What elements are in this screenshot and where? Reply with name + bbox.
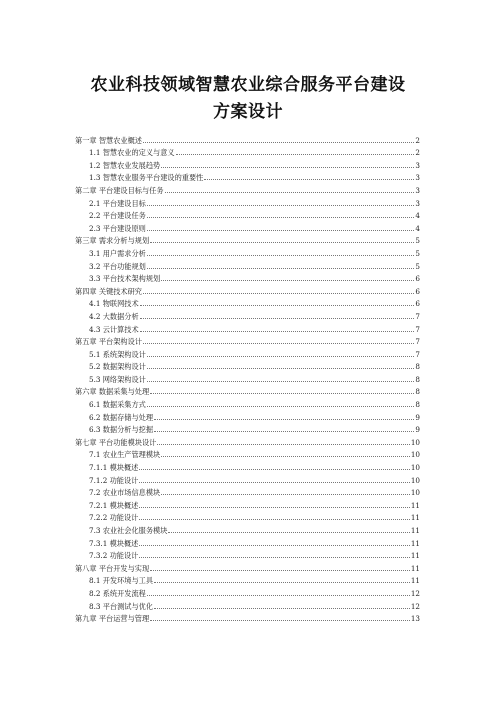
toc-chapter-entry[interactable] — [75, 384, 420, 397]
toc-entry-label: 1.3 智慧农业服务平台建设的重要性 — [89, 173, 204, 183]
toc-entry-page-number: 9 — [415, 425, 420, 435]
toc-entry-page-number: 8 — [415, 362, 420, 372]
toc-dot-leader — [147, 381, 415, 382]
toc-entry-page-number: 11 — [410, 538, 420, 548]
toc-entry-page-number: 6 — [415, 299, 420, 309]
toc-entry-page-number: 11 — [410, 500, 420, 510]
toc-entry-page-number: 13 — [410, 614, 420, 624]
toc-dot-leader — [147, 356, 415, 357]
toc-section-entry[interactable] — [75, 157, 420, 170]
toc-entry-label: 2.1 平台建设目标 — [89, 198, 146, 208]
toc-dot-leader — [147, 230, 415, 231]
toc-dot-leader — [147, 595, 410, 596]
toc-entry-page-number: 12 — [410, 601, 420, 611]
toc-entry-page-number: 3 — [415, 185, 420, 195]
toc-dot-leader — [147, 406, 415, 407]
toc-entry-label: 7.3.1 模块概述 — [89, 538, 139, 548]
toc-entry-label: 3.1 用户需求分析 — [89, 248, 146, 258]
toc-entry-label: 8.2 系统开发流程 — [89, 588, 146, 598]
toc-entry-page-number: 11 — [410, 576, 420, 586]
toc-dot-leader — [154, 608, 410, 609]
toc-entry-page-number: 10 — [410, 437, 420, 447]
toc-entry-page-number: 8 — [415, 387, 420, 397]
toc-section-entry[interactable] — [75, 535, 420, 548]
toc-entry-label: 5.1 系统架构设计 — [89, 349, 146, 359]
toc-section-entry[interactable] — [75, 245, 420, 258]
toc-entry-page-number: 7 — [415, 337, 420, 347]
toc-dot-leader — [150, 570, 410, 571]
toc-entry-page-number: 5 — [415, 248, 420, 258]
toc-entry-label: 第二章 平台建设目标与任务 — [75, 185, 164, 195]
toc-entry-page-number: 10 — [410, 488, 420, 498]
toc-chapter-entry[interactable] — [75, 283, 420, 296]
toc-section-entry[interactable] — [75, 422, 420, 435]
toc-section-entry[interactable] — [75, 308, 420, 321]
toc-chapter-entry[interactable] — [75, 434, 420, 447]
toc-dot-leader — [143, 142, 414, 143]
toc-entry-page-number: 8 — [415, 374, 420, 384]
toc-entry-label: 6.3 数据分析与挖掘 — [89, 425, 154, 435]
toc-section-entry[interactable] — [75, 371, 420, 384]
toc-entry-label: 4.2 大数据分析 — [89, 311, 139, 321]
toc-dot-leader — [161, 167, 414, 168]
toc-entry-page-number: 3 — [415, 173, 420, 183]
toc-chapter-entry[interactable] — [75, 560, 420, 573]
toc-entry-page-number: 10 — [410, 450, 420, 460]
toc-dot-leader — [140, 331, 415, 332]
toc-section-entry[interactable] — [75, 170, 420, 183]
toc-dot-leader — [140, 318, 415, 319]
toc-section-entry[interactable] — [75, 346, 420, 359]
toc-entry-page-number: 12 — [410, 588, 420, 598]
toc-section-entry[interactable] — [75, 548, 420, 561]
toc-dot-leader — [147, 255, 415, 256]
toc-section-entry[interactable] — [75, 359, 420, 372]
toc-entry-page-number: 2 — [415, 135, 420, 145]
toc-dot-leader — [147, 217, 415, 218]
toc-chapter-entry[interactable] — [75, 233, 420, 246]
toc-entry-label: 第五章 平台架构设计 — [75, 337, 142, 347]
toc-section-entry[interactable] — [75, 195, 420, 208]
toc-dot-leader — [139, 519, 410, 520]
toc-dot-leader — [150, 242, 414, 243]
toc-dot-leader — [154, 582, 410, 583]
toc-entry-page-number: 11 — [410, 551, 420, 561]
toc-dot-leader — [150, 393, 414, 394]
toc-entry-page-number: 6 — [415, 274, 420, 284]
toc-entry-label: 7.1 农业生产管理模块 — [89, 450, 161, 460]
toc-dot-leader — [147, 205, 415, 206]
toc-section-entry[interactable] — [75, 598, 420, 611]
toc-entry-label: 第八章 平台开发与实现 — [75, 563, 150, 573]
toc-entry-label: 5.3 网络架构设计 — [89, 374, 146, 384]
toc-section-entry[interactable] — [75, 220, 420, 233]
toc-entry-label: 第九章 平台运营与管理 — [75, 614, 150, 624]
toc-dot-leader — [140, 305, 415, 306]
toc-entry-page-number: 9 — [415, 412, 420, 422]
toc-chapter-entry[interactable] — [75, 334, 420, 347]
toc-dot-leader — [139, 469, 410, 470]
toc-dot-leader — [139, 507, 410, 508]
toc-section-entry[interactable] — [75, 472, 420, 485]
toc-dot-leader — [204, 179, 414, 180]
toc-dot-leader — [139, 557, 410, 558]
toc-section-entry[interactable] — [75, 573, 420, 586]
toc-entry-label: 5.2 数据架构设计 — [89, 362, 146, 372]
toc-section-entry[interactable] — [75, 459, 420, 472]
toc-section-entry[interactable] — [75, 409, 420, 422]
toc-entry-page-number: 3 — [415, 160, 420, 170]
toc-section-entry[interactable] — [75, 396, 420, 409]
toc-entry-page-number: 11 — [410, 563, 420, 573]
toc-dot-leader — [161, 280, 414, 281]
toc-section-entry[interactable] — [75, 321, 420, 334]
toc-entry-label: 第七章 平台功能模块设计 — [75, 437, 157, 447]
toc-entry-label: 2.2 平台建设任务 — [89, 211, 146, 221]
toc-section-entry[interactable] — [75, 296, 420, 309]
toc-section-entry[interactable] — [75, 522, 420, 535]
toc-entry-label: 7.3.2 功能设计 — [89, 551, 139, 561]
toc-entry-label: 7.1.1 模块概述 — [89, 463, 139, 473]
toc-entry-page-number: 7 — [415, 324, 420, 334]
toc-entry-label: 第四章 关键技术研究 — [75, 286, 142, 296]
toc-section-entry[interactable] — [75, 485, 420, 498]
toc-entry-label: 7.2 农业市场信息模块 — [89, 488, 161, 498]
toc-dot-leader — [176, 154, 415, 155]
toc-entry-page-number: 3 — [415, 198, 420, 208]
toc-entry-label: 8.3 平台测试与优化 — [89, 601, 154, 611]
toc-entry-page-number: 5 — [415, 261, 420, 271]
toc-entry-label: 3.2 平台功能规划 — [89, 261, 146, 271]
toc-entry-page-number: 7 — [415, 349, 420, 359]
toc-entry-page-number: 4 — [415, 211, 420, 221]
toc-entry-page-number: 7 — [415, 311, 420, 321]
toc-entry-page-number: 10 — [410, 463, 420, 473]
toc-entry-label: 7.1.2 功能设计 — [89, 475, 139, 485]
toc-dot-leader — [147, 368, 415, 369]
toc-entry-label: 7.3 农业社会化服务模块 — [89, 526, 168, 535]
toc-section-entry[interactable] — [75, 145, 420, 158]
toc-dot-leader — [161, 456, 410, 457]
toc-entry-page-number: 6 — [415, 286, 420, 296]
toc-section-entry[interactable] — [75, 447, 420, 460]
toc-dot-leader — [150, 620, 410, 621]
toc-entry-label: 7.2.2 功能设计 — [89, 513, 139, 523]
toc-section-entry[interactable] — [75, 271, 420, 284]
toc-entry-label: 1.2 智慧农业发展趋势 — [89, 160, 161, 170]
toc-entry-page-number: 11 — [410, 513, 420, 523]
toc-section-entry[interactable] — [75, 258, 420, 271]
toc-dot-leader — [143, 293, 414, 294]
toc-entry-label: 4.1 物联网技术 — [89, 299, 139, 309]
toc-dot-leader — [154, 431, 414, 432]
toc-chapter-entry[interactable] — [75, 611, 420, 624]
toc-entry-label: 6.2 数据存储与处理 — [89, 412, 154, 422]
toc-entry-page-number: 4 — [415, 223, 420, 233]
toc-entry-page-number: 2 — [415, 148, 420, 158]
toc-entry-page-number: 8 — [415, 400, 420, 410]
toc-chapter-entry[interactable] — [75, 182, 420, 195]
toc-entry-label: 第三章 需求分析与规划 — [75, 236, 150, 246]
toc-entry-label: 1.1 智慧农业的定义与意义 — [89, 148, 175, 158]
document-title-line-1: 农业科技领域智慧农业综合服务平台建设 — [90, 75, 406, 95]
toc-entry-label: 6.1 数据采集方式 — [89, 400, 146, 410]
toc-section-entry[interactable] — [75, 497, 420, 510]
toc-entry-label: 3.3 平台技术架构规划 — [89, 274, 161, 284]
toc-entry-label: 8.1 开发环境与工具 — [89, 576, 154, 586]
toc-entry-label: 4.3 云计算技术 — [89, 324, 139, 334]
toc-entry-label: 第六章 数据采集与处理 — [75, 387, 150, 397]
toc-dot-leader — [139, 545, 410, 546]
document-title-line-2: 方案设计 — [213, 102, 283, 122]
toc-dot-leader — [147, 268, 415, 269]
table-of-contents — [75, 132, 420, 623]
toc-entry-page-number: 5 — [415, 236, 420, 246]
toc-section-entry[interactable] — [75, 510, 420, 523]
toc-entry-label: 第一章 智慧农业概述 — [75, 135, 142, 145]
toc-dot-leader — [168, 532, 409, 533]
toc-section-entry[interactable] — [75, 208, 420, 221]
toc-dot-leader — [143, 343, 414, 344]
toc-dot-leader — [154, 419, 414, 420]
toc-entry-page-number: 11 — [410, 526, 420, 535]
toc-dot-leader — [139, 482, 410, 483]
toc-entry-label: 7.2.1 模块概述 — [89, 500, 139, 510]
toc-entry-label: 2.3 平台建设原则 — [89, 223, 146, 233]
toc-chapter-entry[interactable] — [75, 132, 420, 145]
toc-entry-page-number: 10 — [410, 475, 420, 485]
toc-section-entry[interactable] — [75, 585, 420, 598]
toc-dot-leader — [157, 444, 409, 445]
toc-dot-leader — [165, 192, 415, 193]
toc-dot-leader — [161, 494, 410, 495]
